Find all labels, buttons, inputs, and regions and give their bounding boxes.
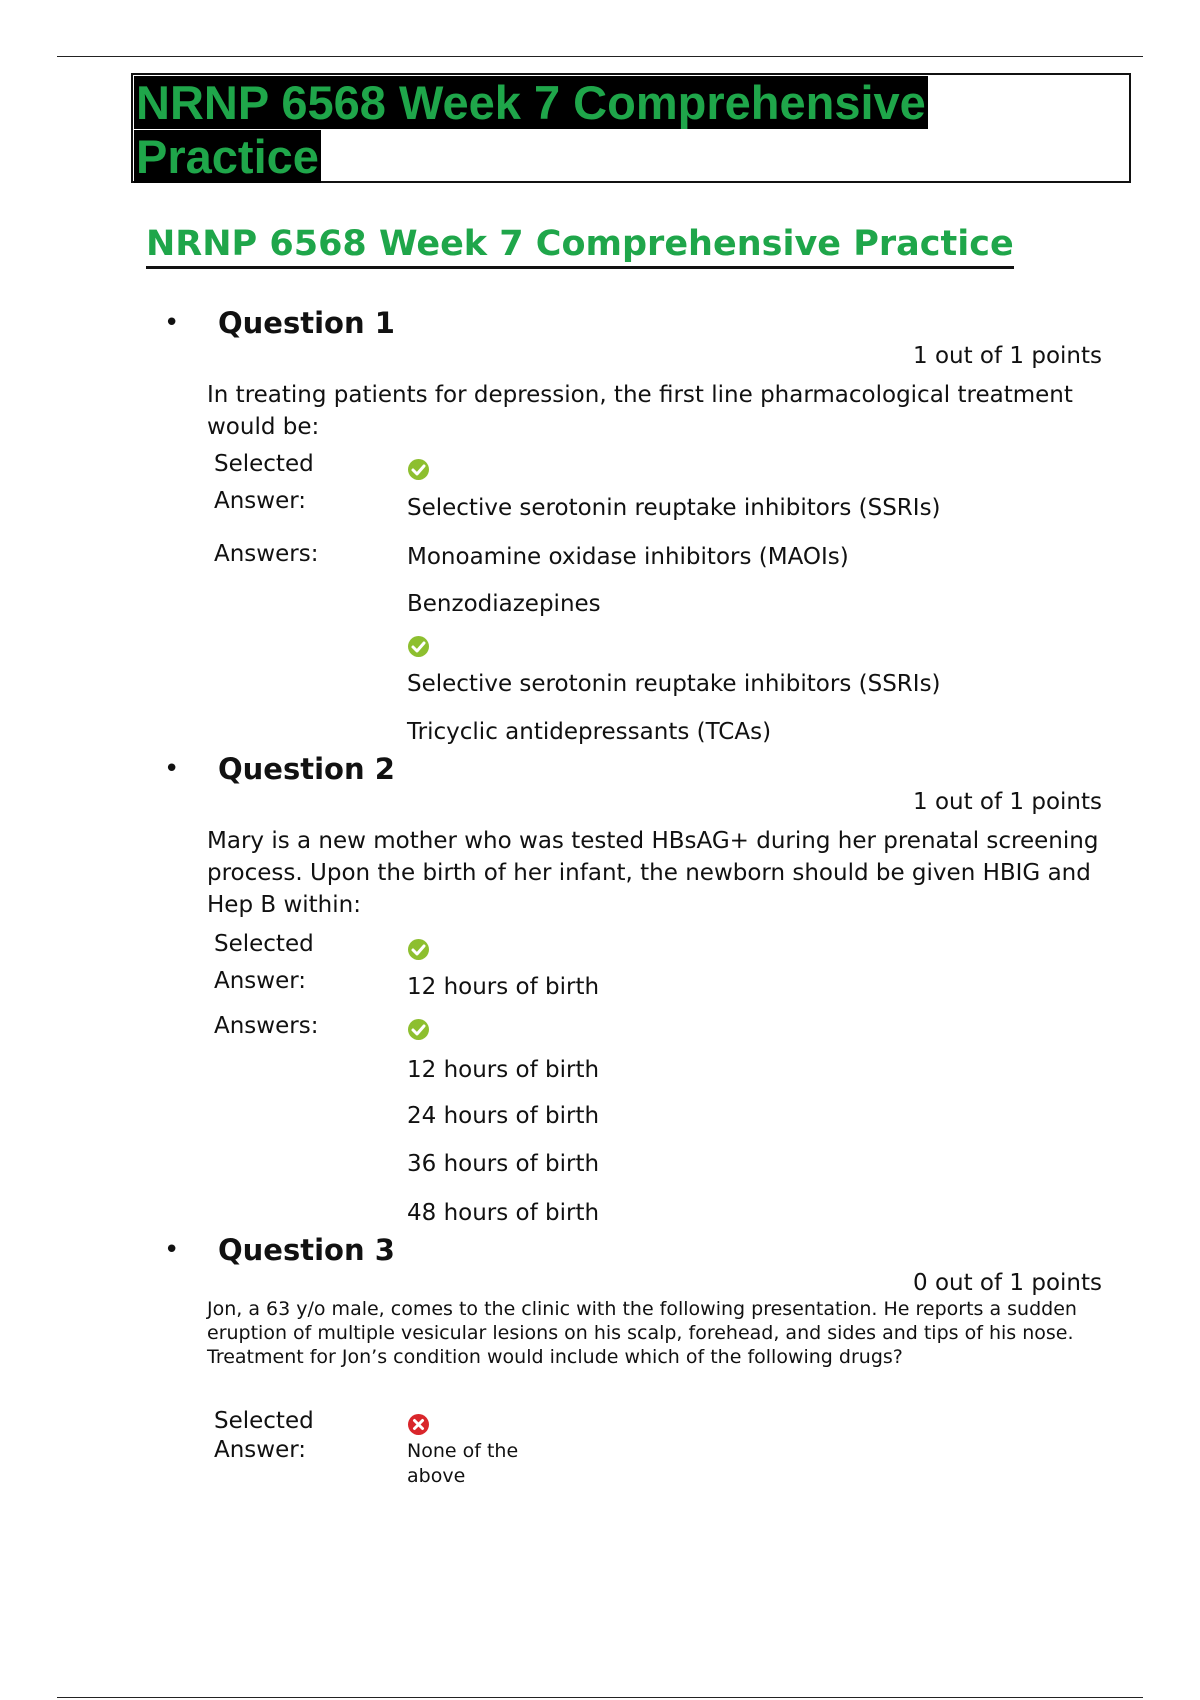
bottom-rule (57, 1697, 1143, 1698)
question-2-answers-label: Answers: (214, 1013, 319, 1039)
question-1-selected-label-line2: Answer: (214, 488, 307, 514)
question-1-answer-1: Monoamine oxidase inhibitors (MAOIs) (407, 544, 849, 570)
title-box (131, 73, 1131, 183)
question-1-selected-answer: Selective serotonin reuptake inhibitors (SSRIs) (407, 495, 941, 521)
boxed-title (134, 76, 994, 184)
question-1-answer-2: Benzodiazepines (407, 591, 601, 617)
question-2-answer-4: 48 hours of birth (407, 1200, 600, 1226)
question-3-title: Question 3 (218, 1233, 395, 1267)
page-heading: NRNP 6568 Week 7 Comprehensive Practice (146, 222, 1014, 269)
question-2-selected-label-line2: Answer: (214, 968, 307, 994)
question-3-selected-answer: None of the above (407, 1440, 519, 1487)
question-1-text: In treating patients for depression, the first line pharmacological treatment would be: (207, 382, 1073, 440)
check-circle-icon (408, 1019, 429, 1040)
question-2-selected-label-line1: Selected (214, 931, 314, 957)
question-1-answers-label: Answers: (214, 541, 319, 567)
check-circle-icon (408, 459, 429, 480)
boxed-title-line2: Practice (136, 130, 319, 183)
question-1-title: Question 1 (218, 306, 395, 340)
question-1-bullet: • (164, 308, 180, 338)
question-2-bullet: • (164, 754, 180, 784)
question-2-selected-answer: 12 hours of birth (407, 974, 600, 1000)
question-3-text: Jon, a 63 y/o male, comes to the clinic with the following presentation. He reports a sudden eruption of multiple vesicular lesions on his scalp, forehead, and sides and tips of his nose. Treatment for Jon’s condition would include which of the following drugs? (207, 1298, 1077, 1368)
question-3-selected-label-line1: Selected (214, 1408, 314, 1434)
question-3-bullet: • (164, 1235, 180, 1265)
check-circle-icon (408, 939, 429, 960)
question-1-points: 1 out of 1 points (913, 343, 1102, 369)
question-3-points: 0 out of 1 points (913, 1270, 1102, 1296)
boxed-title-line1: NRNP 6568 Week 7 Comprehensive (136, 76, 926, 129)
question-1-answer-3: Selective serotonin reuptake inhibitors (SSRIs) (407, 671, 941, 697)
top-rule (57, 56, 1143, 57)
question-1-answer-4: Tricyclic antidepressants (TCAs) (407, 719, 772, 745)
question-2-text: Mary is a new mother who was tested HBsAG+ during her prenatal screening process. Upon the birth of her infant, the newborn should be given HBIG and Hep B within: (207, 828, 1099, 918)
question-3-selected-label-line2: Answer: (214, 1437, 307, 1463)
question-2-answer-2: 24 hours of birth (407, 1103, 600, 1129)
question-1-selected-label-line1: Selected (214, 451, 314, 477)
question-2-answer-1: 12 hours of birth (407, 1057, 600, 1083)
question-2-answer-3: 36 hours of birth (407, 1151, 600, 1177)
question-2-points: 1 out of 1 points (913, 789, 1102, 815)
check-circle-icon (408, 636, 429, 657)
question-2-title: Question 2 (218, 752, 395, 786)
x-circle-icon (408, 1414, 429, 1435)
